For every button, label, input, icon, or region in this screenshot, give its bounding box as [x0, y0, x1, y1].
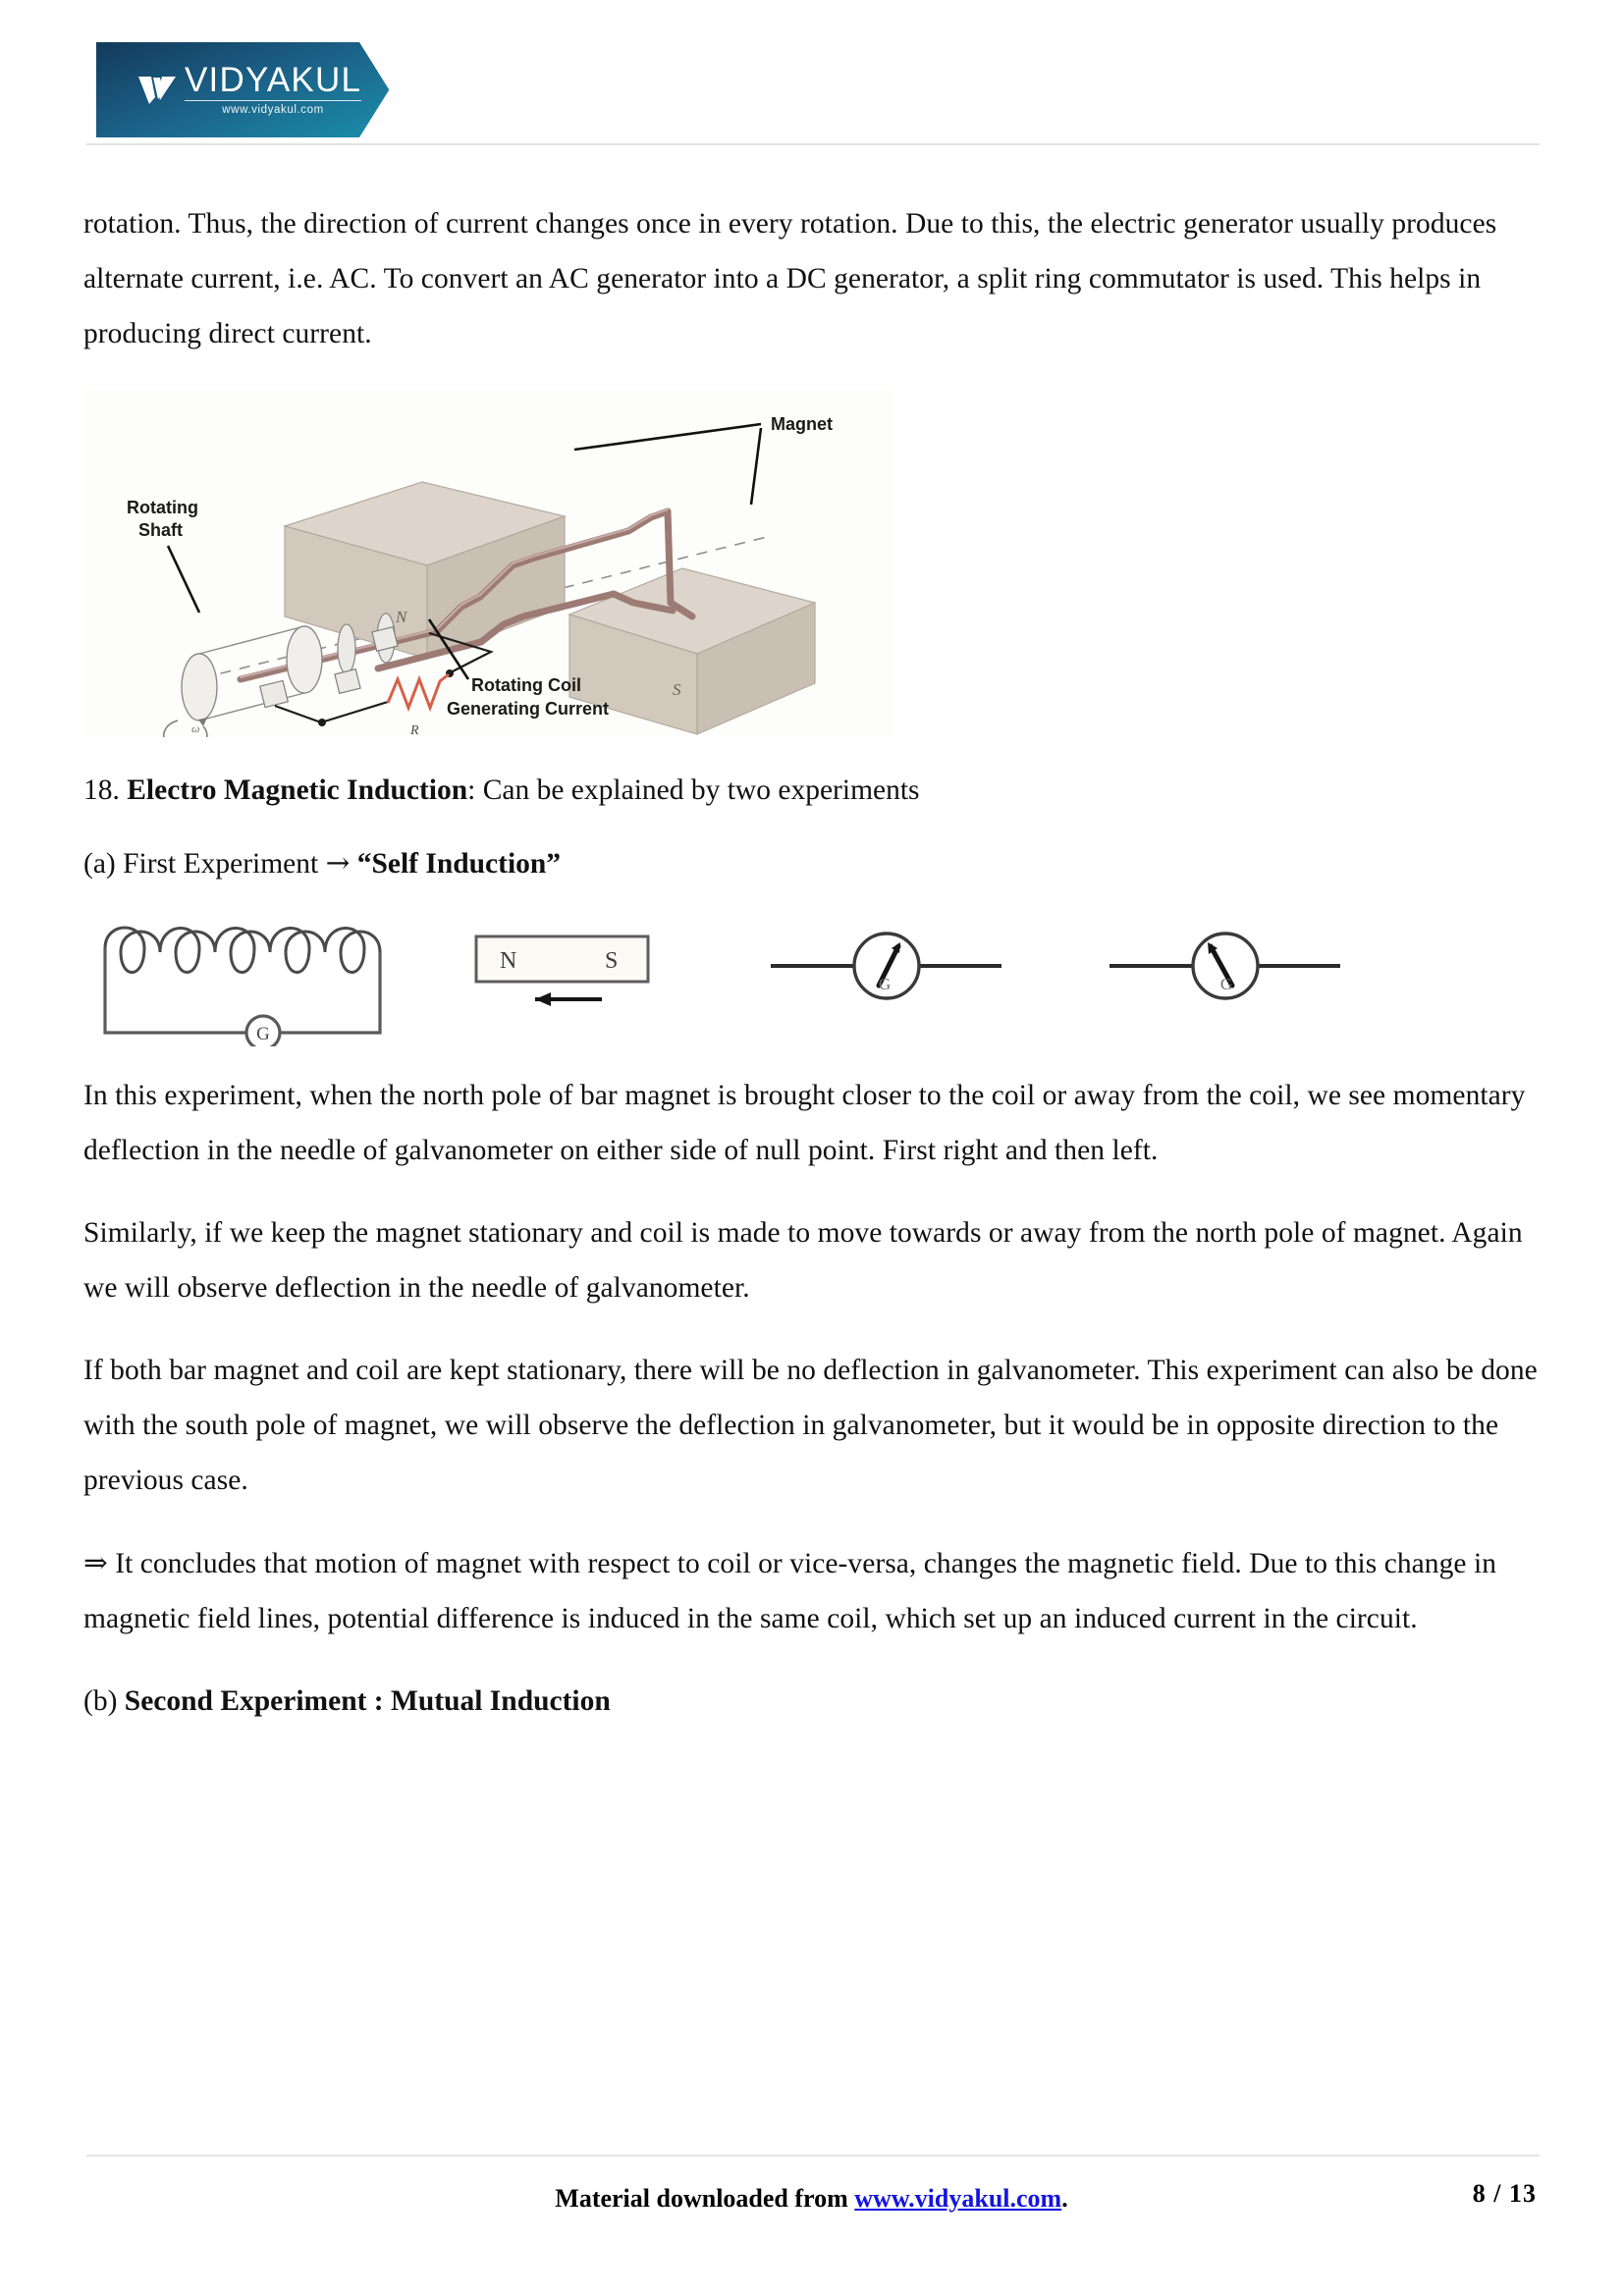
footer-text-before: Material downloaded from	[555, 2184, 855, 2213]
logo-url-text: www.vidyakul.com	[222, 103, 324, 116]
page-footer	[0, 2150, 1623, 2296]
heading-b-second-experiment	[83, 1674, 1546, 1729]
logo-text-block	[185, 60, 362, 117]
galvanometer-left-label: G	[1219, 975, 1233, 993]
magnet-south-label: S	[605, 948, 619, 974]
label-rotating-shaft-line2: Shaft	[138, 520, 183, 540]
heading-a-first-experiment	[83, 835, 1546, 891]
document-body	[83, 196, 1546, 1746]
self-induction-figure	[83, 909, 1360, 1046]
galvanometer-label: G	[256, 1024, 270, 1044]
page-number: 8 / 13	[1472, 2179, 1537, 2208]
footer-attribution	[0, 2183, 1623, 2214]
paragraph-both-stationary: If both bar magnet and coil are kept stationary, there will be no deflection in galvanometer. This experiment can also be done with the south pole of magnet, we will observe the deflection in galvanometer, but it would be in opposite direction to the previous case.	[83, 1355, 1538, 1496]
label-rotating-shaft-line1: Rotating	[127, 498, 198, 517]
label-rotating-coil-line2: Generating Current	[447, 699, 610, 719]
heading-a-bold: “Self Induction”	[350, 848, 562, 880]
label-magnet: Magnet	[771, 414, 833, 434]
logo-wordmark: VIDYAKUL	[185, 60, 362, 99]
svg-text:S: S	[673, 680, 681, 699]
svg-text:ω: ω	[191, 721, 200, 735]
resistor-label: R	[410, 723, 419, 737]
heading-18-number: 18.	[83, 774, 120, 806]
svg-text:N: N	[396, 608, 407, 626]
paragraph-conclusion	[83, 1535, 1546, 1646]
heading-a-prefix: (a) First Experiment	[83, 848, 326, 880]
vidyakul-website-link[interactable]: www.vidyakul.com	[854, 2184, 1062, 2213]
heading-b-prefix: (b)	[83, 1685, 125, 1717]
footer-text-after: .	[1061, 2184, 1068, 2213]
logo-content	[137, 59, 383, 120]
vidyakul-checkmark-icon	[137, 74, 179, 107]
magnet-north-label: N	[500, 948, 517, 974]
label-rotating-coil-line1: Rotating Coil	[471, 675, 581, 695]
heading-18-electromagnetic-induction	[83, 763, 1546, 818]
paragraph-rotation-ac-dc: rotation. Thus, the direction of current changes once in every rotation. Due to this, the electric generator usually produces alternate current, i.e. AC. To convert an AC generator into a DC generator, a split ring commutator is used. This helps in producing direct current.	[83, 208, 1497, 349]
right-arrow-icon: →	[325, 846, 351, 880]
paragraph-north-pole-deflection: In this experiment, when the north pole of bar magnet is brought closer to the coil or away from the coil, we see momentary deflection in the needle of galvanometer on either side of null point. First right and then left.	[83, 1080, 1526, 1166]
paragraph-magnet-stationary: Similarly, if we keep the magnet stationary and coil is made to move towards or away from the north pole of magnet. Again we will observe deflection in the needle of galvanometer.	[83, 1217, 1523, 1304]
header-divider	[86, 143, 1540, 145]
footer-divider	[86, 2155, 1540, 2157]
paragraph-conclusion-text: It concludes that motion of magnet with respect to coil or vice-versa, changes the magnetic field. Due to this change in magnetic field lines, potential difference is induced in the same coil, which set up an induced current in the circuit.	[83, 1548, 1497, 1634]
galvanometer-right-label: G	[878, 975, 892, 993]
heading-b-bold: Second Experiment : Mutual Induction	[124, 1685, 611, 1717]
page-header	[0, 0, 1623, 147]
ac-generator-figure	[83, 389, 893, 737]
heading-18-rest: : Can be explained by two experiments	[467, 774, 920, 806]
heading-18-bold: Electro Magnetic Induction	[127, 774, 468, 806]
implies-arrow-icon: ⇒	[83, 1546, 108, 1579]
